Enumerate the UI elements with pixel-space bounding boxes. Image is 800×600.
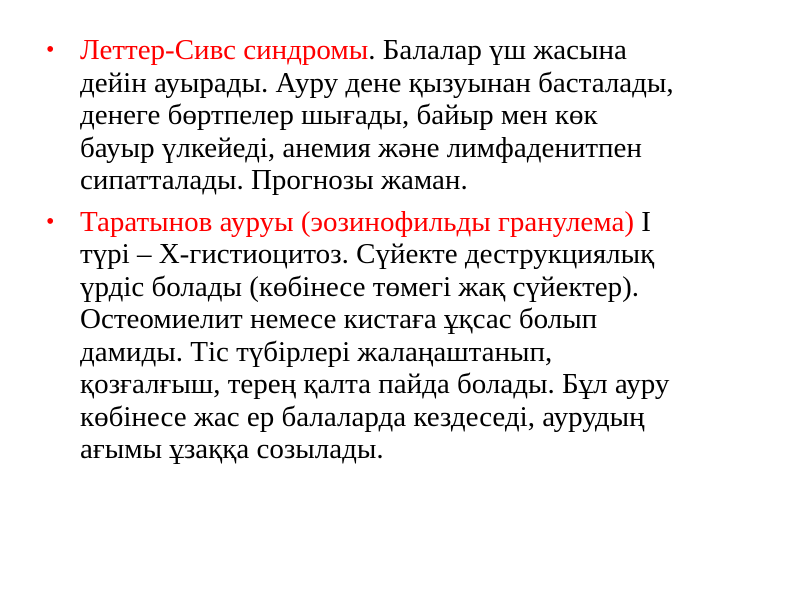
term-highlight: Леттер-Сивс синдромы: [80, 34, 369, 66]
bullet-item-taratynov: [40, 206, 760, 466]
bullet-list: [40, 34, 760, 475]
bullet-line: көбінесе жас ер балаларда кездеседі, аурудың: [80, 400, 645, 433]
line-text: І: [634, 205, 651, 238]
bullet-line: ағымы ұзаққа созылады.: [80, 433, 384, 465]
bullet-line: денеге бөртпелер шығады, байыр мен көк: [80, 99, 598, 131]
bullet-line: дейін ауырады. Ауру дене қызуынан басталады,: [80, 66, 674, 99]
bullet-line: үрдіс болады (көбінесе төмегі жақ сүйектер).: [80, 270, 640, 303]
bullet-marker-icon: •: [46, 37, 55, 63]
bullet-line: сипатталады. Прогнозы жаман.: [80, 164, 468, 196]
bullet-line: дамиды. Тіс түбірлері жалаңаштанып,: [80, 335, 553, 368]
line-text: . Балалар үш жасына: [368, 34, 627, 66]
bullet-line: түрі – Х-гистиоцитоз. Сүйекте деструкциялық: [80, 238, 655, 270]
bullet-line: [80, 34, 760, 67]
bullet-line: Остеомиелит немесе кистаға ұқсас болып: [80, 303, 598, 335]
bullet-line: [80, 206, 760, 239]
bullet-item-letterer-siwe: [40, 34, 760, 197]
bullet-line: қозғалғыш, терең қалта пайда болады. Бұл ауру: [80, 368, 670, 400]
bullet-line: бауыр үлкейеді, анемия және лимфаденитпен: [80, 131, 642, 164]
term-highlight: Таратынов ауруы (эозинофильды гранулема): [80, 205, 634, 238]
bullet-marker-icon: •: [46, 208, 55, 235]
